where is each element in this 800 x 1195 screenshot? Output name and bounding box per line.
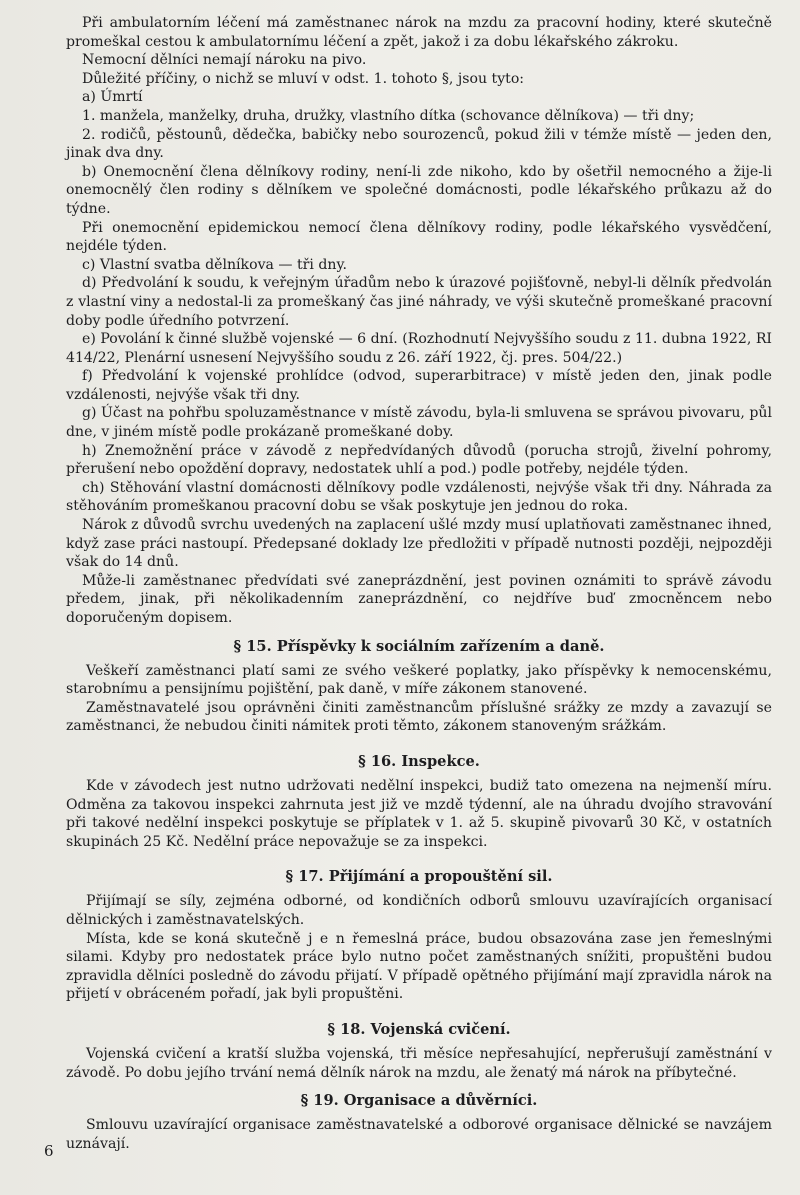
paragraph: Při onemocnění epidemickou nemocí člena dělníkovy rodiny, podle lékařského vysvědčení, nejdéle týden. [66,219,772,255]
list-item: g) Účast na pohřbu spoluzaměstnance v místě závodu, byla-li smluvena se správou pivovaru, půl dne, v jiném místě podle prokázaně promeškané doby. [66,405,772,441]
paragraph: Kde v závodech jest nutno udržovati nedělní inspekci, budiž tato omezena na nejmenší míru. Odměna za takovou inspekci zahrnuta jest již ve mzdě týdenní, ale na úhradu dvojího stravování při takové nedělní inspekci poskytuje se příplatek v 1. až 5. skupině pivovarů 30 Kč, v ostatních skupinách 25 Kč. Nedělní práce nepovažuje se za inspekci. [66,777,772,850]
paragraph: Veškeří zaměstnanci platí sami ze svého veškeré poplatky, jako příspěvky k nemocenskému, starobnímu a pensijnímu pojištění, pak daně, v míře zákonem stanovené. [66,662,772,698]
list-item: e) Povolání k činné službě vojenské — 6 dní. (Rozhodnutí Nejvyššího soudu z 11. dubna 1922, RI 414/22, Plenární usnesení Nejvyššího soudu z 26. září 1922, čj. pres. 504/22.) [66,331,772,366]
paragraph: Při ambulatorním léčení má zaměstnanec nárok na mzdu za pracovní hodiny, které skutečně promeškal cestou k ambulatornímu léčení a zpět, jakož i za dobu lékařského zákroku. [66,15,772,50]
list-item: b) Onemocnění člena dělníkovy rodiny, není-li zde nikoho, kdo by ošetřil nemocného a žije-li onemocnělý člen rodiny s dělníkem ve společné domácnosti, podle lékařského průkazu až do týdne. [66,163,772,217]
paragraph: Nárok z důvodů svrchu uvedených na zaplacení ušlé mzdy musí uplatňovati zaměstnanec ihned, když zase práci nastoupí. Předepsané doklady lze předložiti v případě nutnosti později, nejpozději však do 14 dnů. [66,517,772,571]
paragraph: Může-li zaměstnanec předvídati své zaneprázdnění, jest povinen oznámiti to správě závodu předem, jinak, při několikadenním zaneprázdnění, co nejdříve buď zmocněncem nebo doporučeným dopisem. [66,572,772,626]
paragraph: Smlouvu uzavírající organisace zaměstnavatelské a odborové organisace dělnické se navzájem uznávají. [66,1117,772,1152]
list-item: d) Předvolání k soudu, k veřejným úřadům nebo k úrazové pojišťovně, nebyl-li dělník předvolán z vlastní viny a nedostal-li za promeškaný čas jiné náhrady, ve výši skutečně promeškané pracovní doby podle úředního potvrzení. [66,275,772,329]
paragraph: Místa, kde se koná skutečně j e n řemeslná práce, budou obsazována zase jen řemeslnými silami. Kdyby pro nedostatek práce bylo nutno počet zaměstnaných snížiti, propuštěni budou zpravidla dělníci posledně do závodu přijatí. V případě opětného přijímání mají zpravidla nárok na přijetí v obráceném pořadí, jak byli propuštěni. [66,930,772,1003]
list-item: h) Znemožnění práce v závodě z nepředvídaných důvodů (porucha strojů, živelní pohromy, přerušení nebo opoždění dopravy, nedostatek uhlí a pod.) podle potřeby, nejdéle týden. [66,442,772,478]
paragraph: Vojenská cvičení a kratší služba vojenská, tři měsíce nepřesahující, nepřerušují zaměstnání v závodě. Po dobu jejího trvání nemá dělník nárok na mzdu, ale ženatý má nárok na příbytečné. [66,1045,772,1081]
list-item: ch) Stěhování vlastní domácnosti dělníkovy podle vzdálenosti, nejvýše však tři dny. Náhrada za stěhováním promeškanou pracovní dobu se však poskytuje jen jednou do roka. [66,479,772,515]
section-heading-16: § 16. Inspekce. [358,752,480,770]
paragraph: Důležité příčiny, o nichž se mluví v odst. 1. tohoto §, jsou tyto: [82,70,525,87]
section-heading-17: § 17. Přijímání a propouštění sil. [285,868,553,886]
paragraph: Zaměstnavatelé jsou oprávněni činiti zaměstnancům příslušné srážky ze mzdy a zavazují se zaměstnanci, že nebudou činiti námitek proti těmto, zákonem stanoveným srážkám. [66,699,772,735]
paragraph: Nemocní dělníci nemají nároku na pivo. [82,52,367,69]
page-number: 6 [44,1142,54,1160]
list-item: 1. manžela, manželky, druha, družky, vlastního dítka (schovance dělníkova) — tři dny; [82,107,695,124]
section-heading-18: § 18. Vojenská cvičení. [327,1020,511,1038]
paragraph: Přijímají se síly, zejména odborné, od kondičních odborů smlouvu uzavírajících organisací dělnických i zaměstnavatelských. [66,893,772,928]
section-heading-15: § 15. Příspěvky k sociálním zařízením a daně. [233,637,605,655]
section-heading-19: § 19. Organisace a důvěrníci. [300,1092,538,1110]
list-item: a) Úmrtí [82,89,143,106]
list-item: 2. rodičů, pěstounů, dědečka, babičky nebo sourozenců, pokud žili v témže místě — jeden den, jinak dva dny. [66,126,772,162]
list-item: f) Předvolání k vojenské prohlídce (odvod, superarbitrace) v místě jeden den, jinak podle vzdálenosti, nejvýše však tři dny. [66,368,772,403]
list-item: c) Vlastní svatba dělníkova — tři dny. [82,256,348,273]
